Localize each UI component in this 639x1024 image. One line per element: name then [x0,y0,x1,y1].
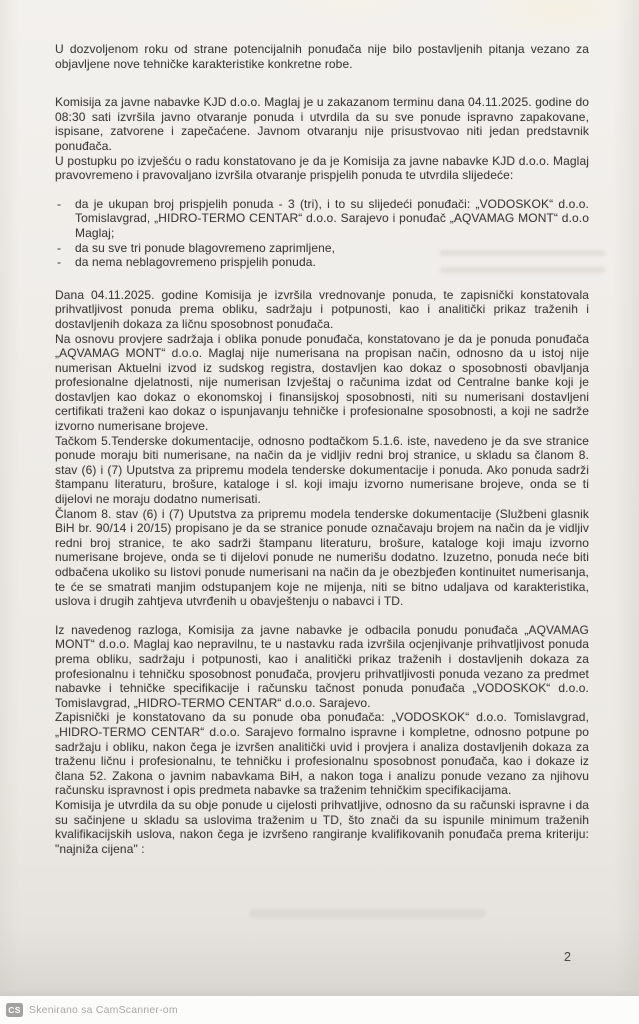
dash-bullet: - [57,196,62,211]
paragraph-no-questions: U dozvoljenom roku od strane potencijalnih ponuđača nije bilo postavljenih pitanja vezano za objavljene nove tehničke karakteristike konkretne robe. [55,42,589,71]
paragraph-evaluation: Dana 04.11.2025. godine Komisija je izvršila vrednovanje ponuda, te zapisnički konstatovala prihvatljivost ponuda prema obliku, sadržaju i potpunosti, kao i analitički prikaz traženih i dostavljenih dokaza za ličnu sposobnost ponuđača. [55,287,589,331]
paragraph-article8: Članom 8. stav (6) i (7) Uputstva za pripremu modela tenderske dokumentacije (Službeni glasnik BiH br. 90/14 i 20/15) propisano je da se stranice ponude označavaju brojem na način da je vidljiv redni broj stranice, te ako sadrži štampanu literaturu, brošure, kataloge koji imaju izvorno numerisane brojeve, onda se ti dijelovi ponude ne numerišu dodatno. Izuzetno, ponuda neće biti odbačena ukoliko su listovi ponude numerisani na način da je obezbjeđen kontinuitet numerisanja, te će se smatrati manjim odstupanjem koje ne mijenja, niti se bitno udaljava od karakteristika, uslova i drugih zahtjeva utvrđenih u obavještenju o nabavci i TD. [55,506,589,609]
list-item [55,197,589,241]
document-body [55,42,589,856]
dash-bullet: - [57,240,62,255]
page-number: 2 [564,950,571,964]
list-item-text: da je ukupan broj prispjelih ponuda - 3 (tri), i to su slijedeći ponuđači: „VODOSKOK“ d.o.o. Tomislavgrad, „HIDRO-TERMO CENTAR“ d.o.o. Sarajevo i ponuđač „AQVAMAG MONT“ d.o.o Maglaj; [75,196,589,240]
list-item-text: da nema neblagovremeno prispjelih ponuda. [75,255,316,270]
camscanner-icon: CS [6,1003,23,1017]
show-through-artifact [250,909,485,918]
dash-bullet: - [57,255,62,270]
list-item [55,255,589,270]
paragraph-rejection: Iz navedenog razloga, Komisija za javne nabavke je odbacila ponudu ponuđača „AQVAMAG MONT“ d.o.o. Maglaj kao nepravilnu, te u nastavku rada izvršila ocjenjivanje prihvatljivost ponuda prema obliku, sadržaju i potpunosti, kao i analitički prikaz traženih i dostavljenih dokaza za profesionalnu i tehničku sposobnost ponuđača, provjeru prihvatljivosti ponuda vezano za predmet nabavke i tehničke specifikacije i računsku tačnost ponuda ponuđača „VODOSKOK“ d.o.o. Tomislavgrad, „HIDRO-TERMO CENTAR“ d.o.o. Sarajevo. [55,622,589,710]
paragraph-tender-point5: Tačkom 5.Tenderske dokumentacije, odnosno podtačkom 5.1.6. iste, navedeno je da sve stranice ponude moraju biti numerisane, na način da je vidljiv redni broj stranice, u skladu sa članom 8. stav (6) i (7) Uputstva za pripremu modela tenderske dokumentacije i ponuda. Ako ponuda sadrži štampanu literaturu, brošure, kataloge i sl. koji imaju izvorno numerisane brojeve, onda se ti dijelovi ne moraju dodatno numerisati. [55,433,589,507]
findings-bullet-list [55,197,589,270]
paragraph-record-statement: Zapisnički je konstatovano da su ponude oba ponuđača: „VODOSKOK“ d.o.o. Tomislavgrad, „HIDRO-TERMO CENTAR“ d.o.o. Sarajevo formalno ispravne i kompletne, odnosno potpune po sadržaju i obliku, nakon čega je izvršen analitički uvid i provjera i analiza dostavljenih dokaza za traženu ličnu i profesionalnu, te tehničku i profesionalnu sposobnost ponuđača, kao i dokaze iz člana 52. Zakona o javnim nabavkama BiH, a nakon toga i analizu ponude vezano za njihovu računsku ispravnost i opis predmeta nabavke sa traženim tehničkim specifikacijama. [55,710,589,798]
paragraph-report-findings: U postupku po izvješću o radu konstatovano je da je Komisija za javne nabavke KJD d.o.o. Maglaj pravovremeno i pravovaljano izvršila otvaranje prispjelih ponuda te utvrdila slijedeće: [55,153,589,183]
paragraph-spacer [55,609,589,623]
camscanner-footer [0,996,639,1024]
paragraph-public-opening: Komisija za javne nabavke KJD d.o.o. Maglaj je u zakazanom terminu dana 04.11.2025. godine do 08:30 sati izvršila javno otvaranje ponuda i utvrdila da su sve ponude ispravno zapakovane, ispisane, zatvorene i zapečaćene. Javnom otvaranju nije prisustvovao niti jedan predstavnik ponuđača. [55,95,589,153]
paragraph-conclusion-ranking: Komisija je utvrdila da su obje ponude u cijelosti prihvatljive, odnosno da su računski ispravne i da su sačinjene u skladu sa uslovima traženim u TD, što znači da su ispunile minimum traženih kvalifikacijskih uslova, nakon čega je izvršeno rangiranje kvalifikovanih ponuđača prema kriteriju: "najniža cijena" : [55,797,589,856]
camscanner-watermark-text: Skenirano sa CamScanner-om [29,1004,178,1016]
paragraph-aqvamag-numbering: Na osnovu provjere sadržaja i oblika ponude ponuđača, konstatovano je da je ponuda ponuđača „AQVAMAG MONT“ d.o.o. Maglaj nije numerisana na propisan način, odnosno da u istoj nije numerisan Aktuelni izvod iz sudskog registra, dostavljen kao dokaz o sposobnosti obavljanja profesionalne djelatnosti, nije numerisan Izvještaj o računima izdat od Centralne banke koji je dostavljen kao dokaz o ekonomskoj i finansijskoj sposobnosti, niti su numerisani dostavljeni certifikati traženi kao dokaz o ispunjavanju tehničke i profesionalne sposobnosti, a koji ne sadrže izvorno numerisane brojeve. [55,331,589,434]
list-item-text: da su sve tri ponude blagovremeno zaprimljene, [75,240,336,255]
list-item [55,241,589,256]
